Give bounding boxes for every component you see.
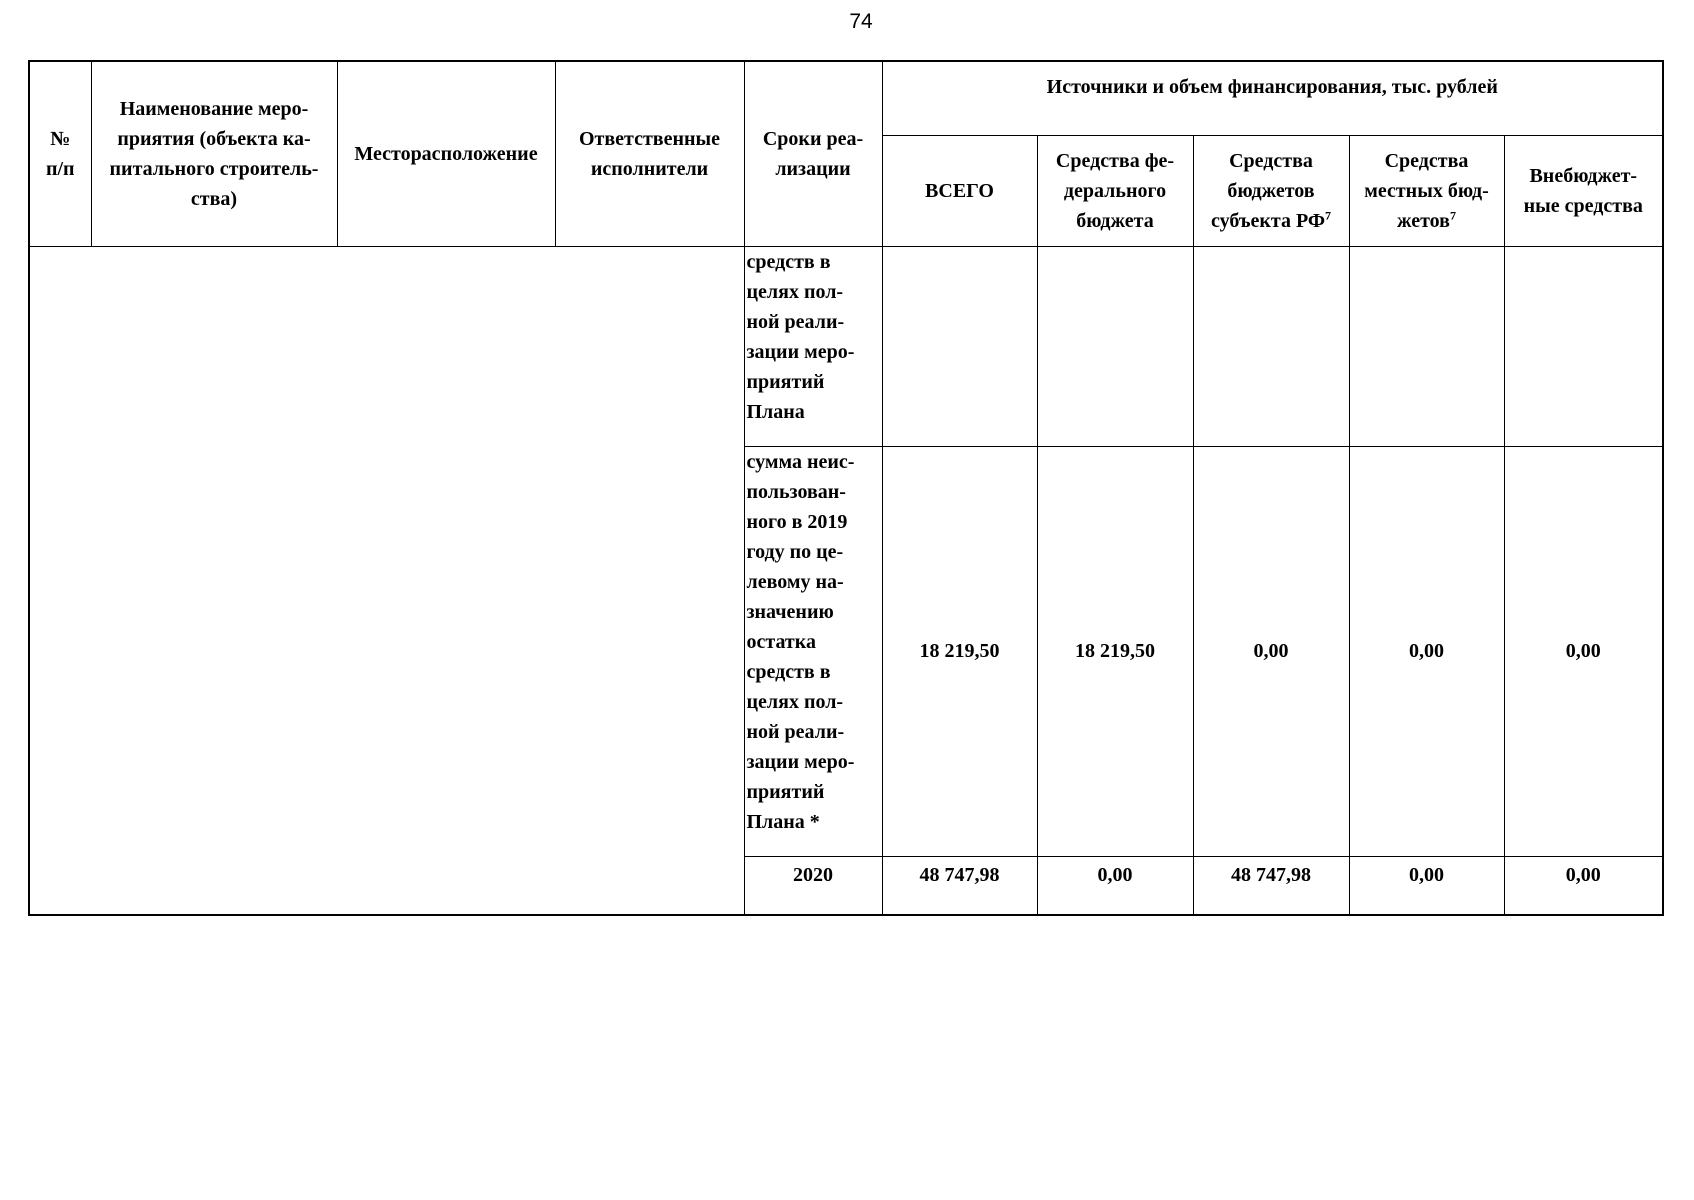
- subject-cell: 48 747,98: [1193, 856, 1349, 915]
- header-federal: [1037, 135, 1193, 246]
- header-local-footnote: 7: [1449, 207, 1456, 222]
- header-federal-line-3: бюджета: [1076, 209, 1154, 232]
- header-sources-group: [882, 61, 1663, 135]
- header-total: [882, 135, 1037, 246]
- header-executors-line-2: исполнители: [590, 157, 709, 180]
- subject-cell: [1193, 246, 1349, 446]
- header-location-text: Месторасположение: [354, 142, 538, 165]
- merged-blank-cell: [29, 246, 744, 915]
- subject-cell: 0,00: [1193, 446, 1349, 856]
- header-subject: [1193, 135, 1349, 246]
- federal-cell: [1037, 246, 1193, 446]
- header-federal-line-2: дерального: [1063, 179, 1167, 202]
- header-name: [91, 61, 337, 246]
- header-subject-line-2: бюджетов: [1227, 179, 1315, 202]
- federal-cell: 18 219,50: [1037, 446, 1193, 856]
- header-local-line-1: Средства: [1384, 149, 1469, 172]
- header-extrabudget-line-1: Внебюджет-: [1529, 164, 1638, 187]
- extrabudget-cell: 0,00: [1504, 446, 1663, 856]
- header-local: [1349, 135, 1504, 246]
- header-location: [337, 61, 555, 246]
- term-cell: сумма неис- пользован- ного в 2019 году по це- левому на- значению остатка средств в целях пол- ной реали- зации меро- приятий Плана *: [744, 446, 882, 856]
- extrabudget-cell: [1504, 246, 1663, 446]
- header-name-line-3: питального строитель-: [109, 157, 319, 180]
- header-terms: [744, 61, 882, 246]
- header-extrabudget: [1504, 135, 1663, 246]
- total-cell: 18 219,50: [882, 446, 1037, 856]
- financing-table: [28, 60, 1664, 916]
- total-cell: 48 747,98: [882, 856, 1037, 915]
- local-cell: 0,00: [1349, 856, 1504, 915]
- total-cell: [882, 246, 1037, 446]
- header-federal-line-1: Средства фе-: [1055, 149, 1175, 172]
- header-name-line-4: ства): [190, 187, 238, 210]
- header-num-text: № п/п: [45, 127, 75, 180]
- page-number: 74: [849, 10, 873, 33]
- header-name-line-2: приятия (объекта ка-: [117, 127, 311, 150]
- header-executors: [555, 61, 744, 246]
- header-num: [29, 61, 91, 246]
- header-terms-line-1: Сроки реа-: [762, 127, 864, 150]
- header-subject-line-3-wrap: [1194, 206, 1349, 236]
- header-local-line-3-wrap: [1350, 206, 1504, 236]
- local-cell: [1349, 246, 1504, 446]
- header-sources-group-text: Источники и объем финансирования, тыс. рублей: [1046, 76, 1498, 98]
- header-extrabudget-line-2: ные средства: [1523, 194, 1643, 217]
- header-total-text: ВСЕГО: [925, 179, 994, 202]
- extrabudget-cell: 0,00: [1504, 856, 1663, 915]
- header-name-line-1: Наименование меро-: [119, 97, 309, 120]
- local-cell: 0,00: [1349, 446, 1504, 856]
- header-subject-line-1: Средства: [1229, 149, 1313, 172]
- federal-cell: 0,00: [1037, 856, 1193, 915]
- header-subject-footnote: 7: [1325, 207, 1332, 222]
- header-executors-line-1: Ответственные: [578, 127, 721, 150]
- term-cell: 2020: [744, 856, 882, 915]
- term-cell: средств в целях пол- ной реали- зации меро- приятий Плана: [744, 246, 882, 446]
- header-subject-line-3: субъекта РФ: [1210, 209, 1326, 232]
- header-terms-line-2: лизации: [775, 157, 851, 180]
- header-local-line-3: жетов: [1397, 209, 1450, 232]
- table-row: [29, 246, 1663, 446]
- header-local-line-2: местных бюд-: [1364, 179, 1489, 202]
